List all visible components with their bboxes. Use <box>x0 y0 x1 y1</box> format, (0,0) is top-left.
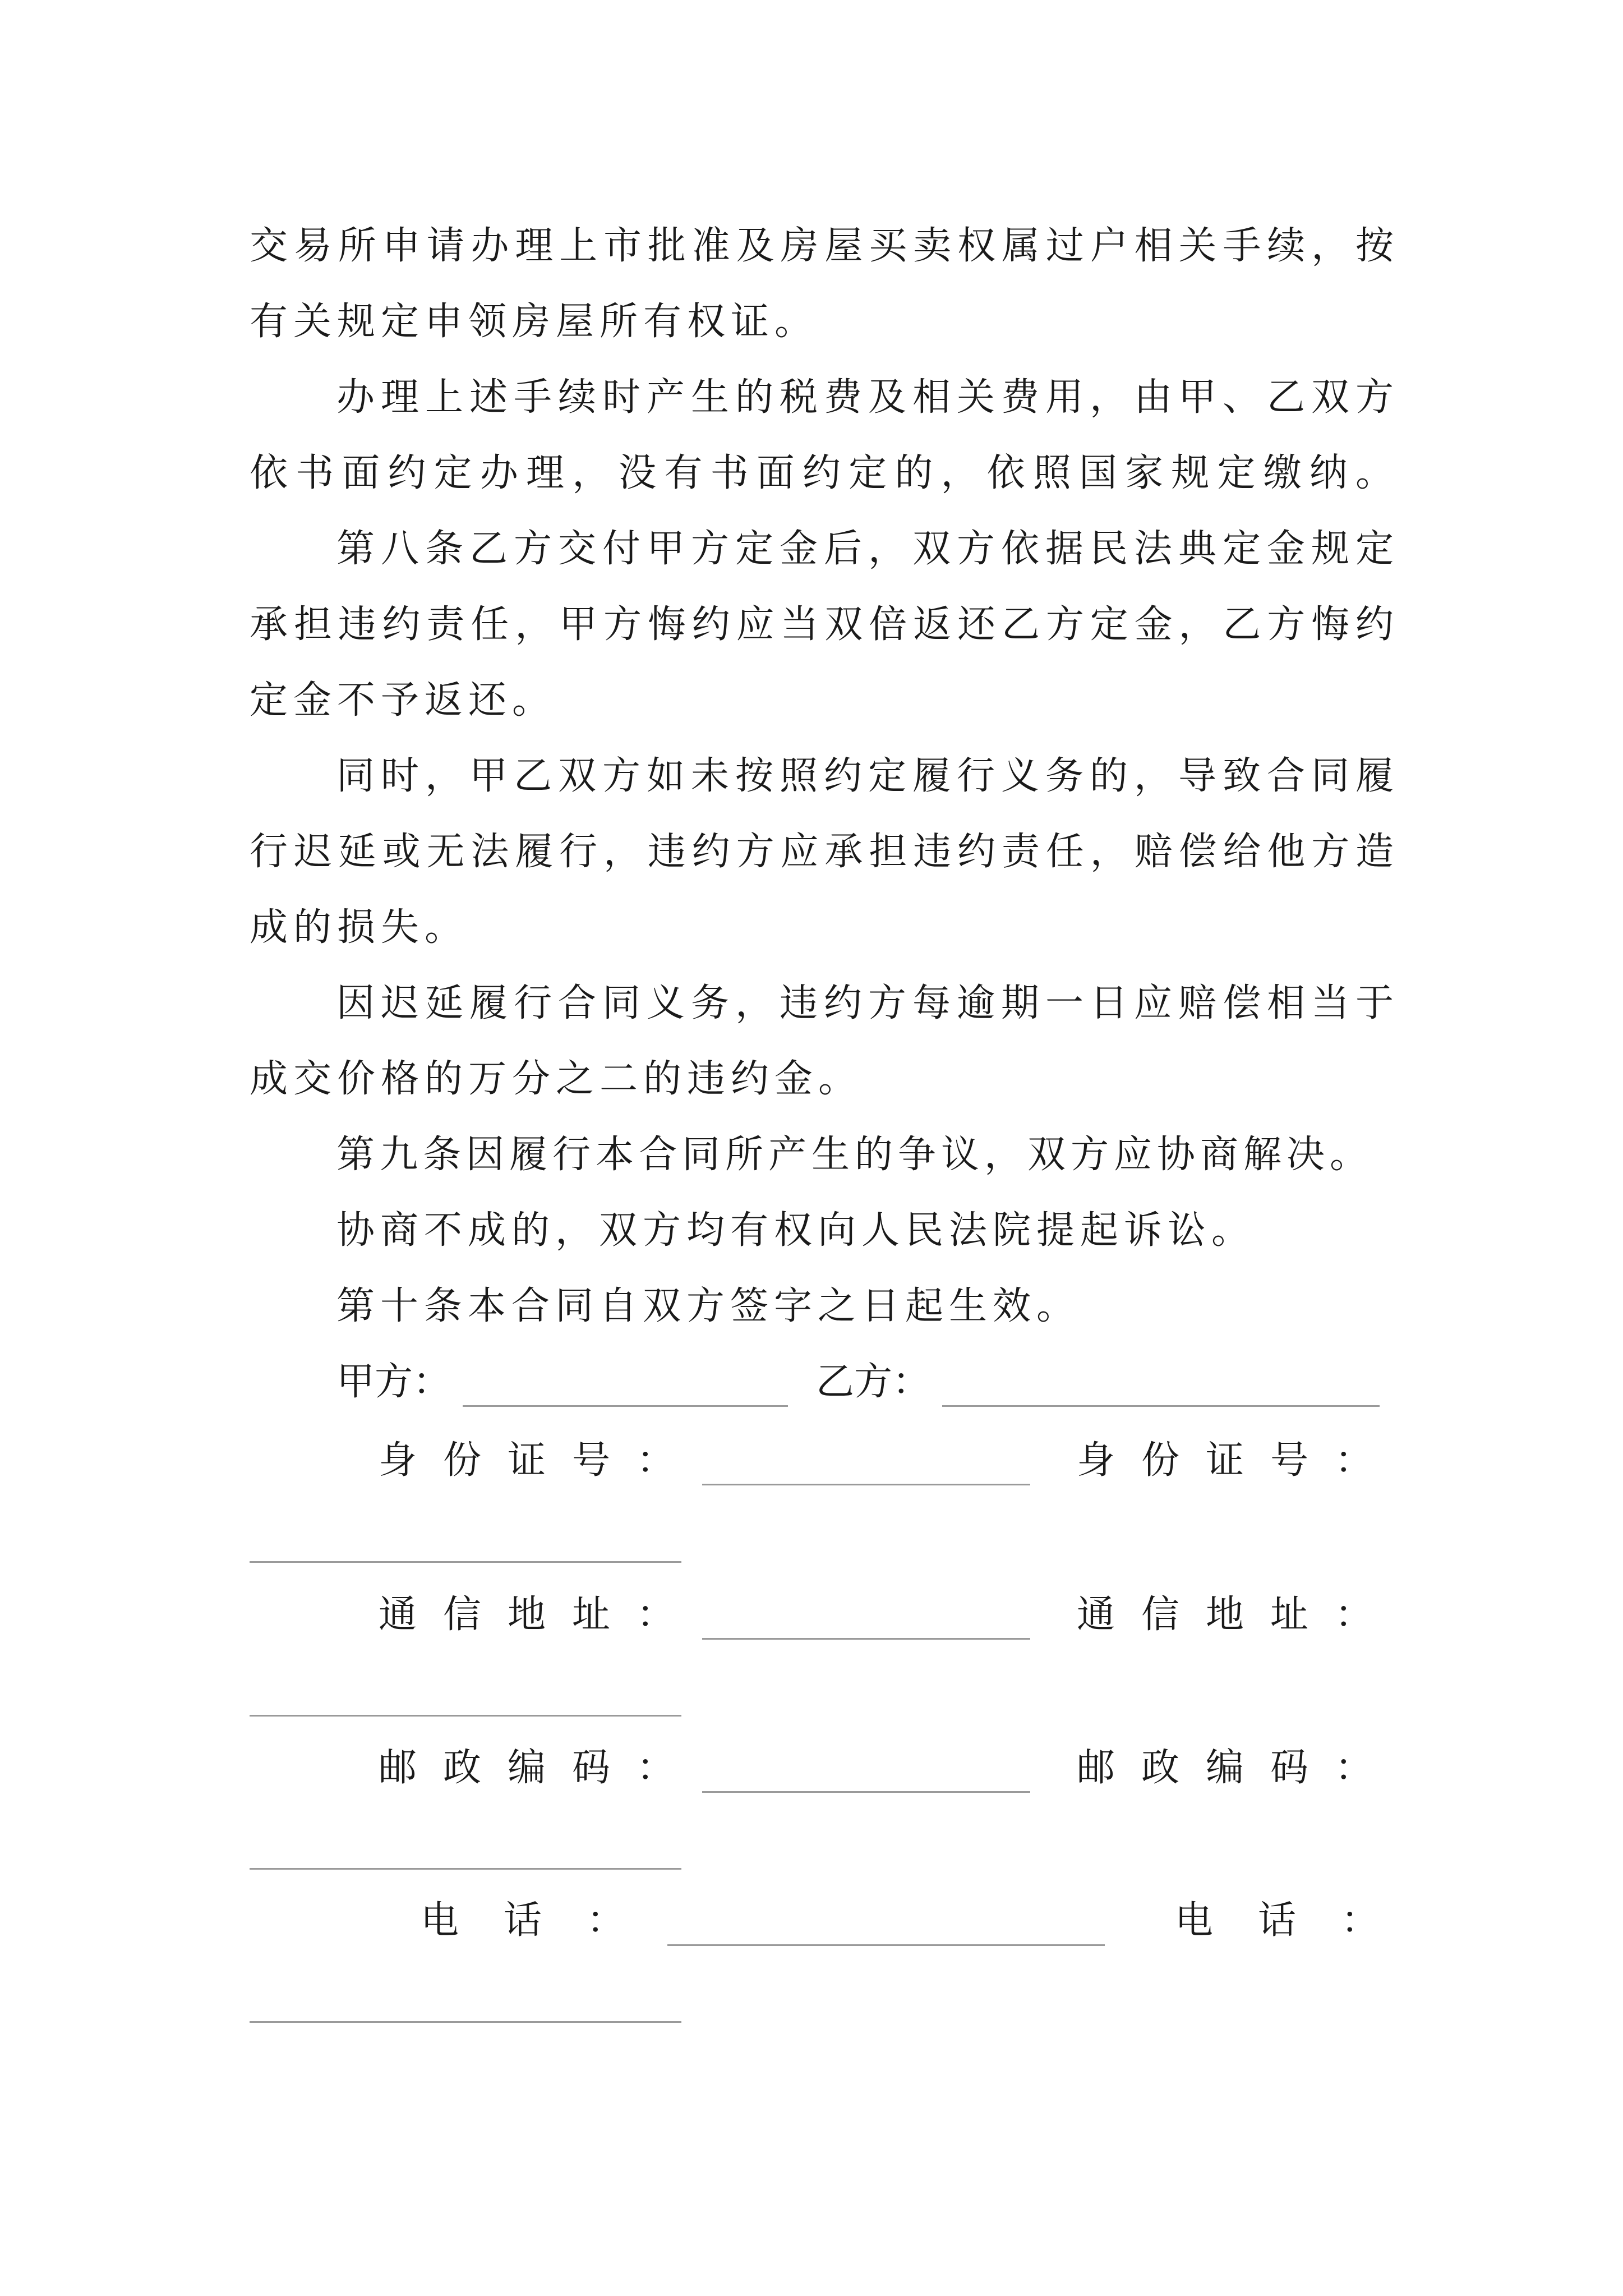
address-label-char: 通 <box>1076 1593 1115 1637</box>
id-label-char: 证 <box>1205 1438 1244 1483</box>
party-a-address-line <box>702 1638 1030 1640</box>
paragraph-4-line-1: 同时，甲乙双方如未按照约定履行义务的，导致合同履 <box>336 754 1394 798</box>
id-label-char: 份 <box>442 1438 481 1483</box>
article-8-line-3: 定金不予返还。 <box>250 678 556 723</box>
id-label-char: 份 <box>1141 1438 1179 1483</box>
postcode-label-char: ： <box>1334 1746 1373 1790</box>
party-a-id-line <box>702 1484 1030 1485</box>
party-a-id-label <box>376 1438 677 1483</box>
paragraph-4-line-3: 成的损失。 <box>250 905 469 950</box>
address-label-char: ： <box>636 1593 675 1637</box>
id-label-char: ： <box>636 1438 675 1483</box>
article-9-continuation: 协商不成的，双方均有权向人民法院提起诉讼。 <box>336 1208 1256 1253</box>
phone-label-char: 电 <box>420 1898 459 1943</box>
postcode-label-char: 编 <box>507 1746 546 1790</box>
address-label-char: ： <box>1334 1593 1373 1637</box>
postcode-label-char: 编 <box>1205 1746 1244 1790</box>
address-label-char: 址 <box>1270 1593 1308 1637</box>
postcode-label-char: 政 <box>442 1746 481 1790</box>
postcode-label-char: 邮 <box>378 1746 417 1790</box>
party-b-signature-line <box>942 1405 1380 1407</box>
address-label-char: 信 <box>1141 1593 1179 1637</box>
article-8-line-1: 第八条乙方交付甲方定金后，双方依据民法典定金规定 <box>336 527 1394 571</box>
party-a-phone-label <box>418 1898 628 1943</box>
party-b-id-line <box>250 1561 681 1563</box>
paragraph-5-line-1: 因迟延履行合同义务，违约方每逾期一日应赔偿相当于 <box>336 981 1394 1025</box>
party-b-postcode-line <box>250 1868 681 1870</box>
postcode-label-char: 邮 <box>1076 1746 1115 1790</box>
phone-label-char: 话 <box>1257 1898 1296 1943</box>
id-label-char: 号 <box>1270 1438 1308 1483</box>
address-label-char: 地 <box>1205 1593 1244 1637</box>
article-8-line-2: 承担违约责任，甲方悔约应当双倍返还乙方定金，乙方悔约 <box>250 602 1394 647</box>
postcode-label-char: 政 <box>1141 1746 1179 1790</box>
id-label-char: 号 <box>571 1438 610 1483</box>
party-b-address-line <box>250 1715 681 1717</box>
address-label-char: 地 <box>507 1593 546 1637</box>
paragraph-4-line-2: 行迟延或无法履行，违约方应承担违约责任，赔偿给他方造 <box>250 830 1394 874</box>
id-label-char: ： <box>1334 1438 1373 1483</box>
party-a-postcode-line <box>702 1791 1030 1793</box>
party-b-address-label <box>1074 1593 1376 1637</box>
paragraph-1-line-1: 交易所申请办理上市批准及房屋买卖权属过户相关手续，按 <box>250 224 1394 268</box>
address-label-char: 址 <box>571 1593 610 1637</box>
phone-label-char: ： <box>586 1898 625 1943</box>
party-a-label: 甲方： <box>336 1360 451 1404</box>
party-b-id-label <box>1074 1438 1376 1483</box>
id-label-char: 身 <box>378 1438 417 1483</box>
party-a-address-label <box>376 1593 677 1637</box>
postcode-label-char: 码 <box>571 1746 610 1790</box>
phone-label-char: 电 <box>1174 1898 1213 1943</box>
article-9-line: 第九条因履行本合同所产生的争议，双方应协商解决。 <box>336 1133 1373 1177</box>
party-a-postcode-label <box>376 1746 677 1790</box>
id-label-char: 身 <box>1076 1438 1115 1483</box>
paragraph-2-line-1: 办理上述手续时产生的税费及相关费用，由甲、乙双方 <box>336 375 1394 420</box>
party-a-signature-line <box>463 1405 788 1407</box>
postcode-label-char: ： <box>636 1746 675 1790</box>
phone-label-char: 话 <box>503 1898 542 1943</box>
address-label-char: 通 <box>378 1593 417 1637</box>
party-b-postcode-label <box>1074 1746 1376 1790</box>
paragraph-2-line-2: 依书面约定办理，没有书面约定的，依照国家规定缴纳。 <box>250 451 1394 495</box>
address-label-char: 信 <box>442 1593 481 1637</box>
party-b-phone-line <box>250 2021 681 2023</box>
id-label-char: 证 <box>507 1438 546 1483</box>
paragraph-5-line-2: 成交价格的万分之二的违约金。 <box>250 1057 863 1101</box>
paragraph-1-line-2: 有关规定申领房屋所有权证。 <box>250 300 819 344</box>
party-b-phone-label <box>1172 1898 1382 1943</box>
party-b-label: 乙方： <box>816 1360 931 1404</box>
postcode-label-char: 码 <box>1270 1746 1308 1790</box>
phone-label-char: ： <box>1340 1898 1379 1943</box>
party-a-phone-line <box>667 1944 1105 1946</box>
article-10-line: 第十条本合同自双方签字之日起生效。 <box>336 1284 1081 1328</box>
